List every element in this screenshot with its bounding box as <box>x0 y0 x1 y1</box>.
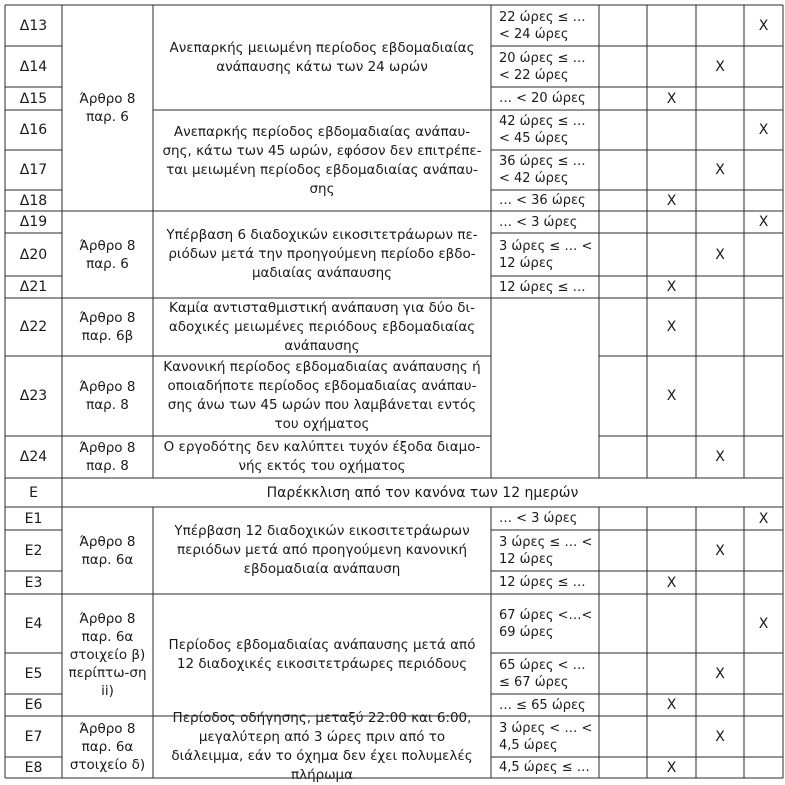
severity-mark-text: X <box>715 246 725 263</box>
severity-mark-text: X <box>715 58 725 75</box>
range-value-text: 36 ώρες ≤ … < 42 ώρες <box>499 154 586 186</box>
row-code-text: Δ13 <box>19 17 48 34</box>
range-value-text: 65 ώρες < … ≤ 67 ώρες <box>499 657 586 690</box>
range-value-text: … < 3 ώρες <box>499 511 578 526</box>
severity-mark-text: X <box>758 17 769 34</box>
range-value-text: 12 ώρες ≤ … <box>499 575 586 590</box>
severity-mark-text: X <box>666 279 677 295</box>
row-code-text: Ε6 <box>24 697 43 713</box>
range-value-text: … < 3 ώρες <box>499 214 578 230</box>
range-value-text: … ≤ 65 ώρες <box>499 697 586 713</box>
severity-mark-text: X <box>715 542 725 559</box>
range-value-text: 3 ώρες ≤ … < 12 ώρες <box>499 534 593 567</box>
row-code-text: Δ20 <box>19 246 48 263</box>
severity-mark-text: X <box>758 122 769 138</box>
row-code-text: Δ22 <box>19 319 48 335</box>
severity-mark-text: X <box>666 388 677 404</box>
range-value-text: … < 20 ώρες <box>499 91 586 106</box>
range-value-text: 42 ώρες ≤ … < 45 ώρες <box>499 114 586 146</box>
row-code-text: Δ24 <box>19 449 48 465</box>
range-value-text: 12 ώρες ≤ … <box>499 279 586 295</box>
severity-mark-text: X <box>758 510 769 527</box>
row-code-text: Δ15 <box>19 90 48 107</box>
row-code-text: Ε1 <box>24 510 43 527</box>
row-code-text: Δ23 <box>19 388 48 404</box>
row-code-text: Ε4 <box>24 615 43 632</box>
section-title-text: Παρέκκλιση από τον κανόνα των 12 ημερών <box>266 484 579 501</box>
range-value-text: 67 ώρες <…< 69 ώρες <box>499 607 593 640</box>
infringement-description-text: Περίοδος οδήγησης, μεταξύ 22:00 και 6:00, μεγαλύτερη από 3 ώρες πριν από το διάλειμμα, εάν το όχημα δεν έχει πολυμελές πλήρωμα <box>171 710 473 783</box>
infringement-description-text: Ο εργοδότης δεν καλύπτει τυχόν έξοδα διαμο-νής εκτός του οχήματος <box>163 439 481 474</box>
section-code-text: Ε <box>29 484 38 501</box>
row-code-text: Δ17 <box>19 162 48 178</box>
article-reference-text: Άρθρο 8 παρ. 8 <box>79 379 136 413</box>
severity-mark-text: X <box>758 615 769 632</box>
article-reference-text: Άρθρο 8 παρ. 6 <box>79 237 136 272</box>
row-code-text: Ε8 <box>24 759 43 776</box>
article-reference-text: Άρθρο 8 παρ. 6α <box>79 533 136 568</box>
article-reference-text: Άρθρο 8 παρ. 6 <box>79 91 136 125</box>
range-value-text: 22 ώρες ≤ … < 24 ώρες <box>499 9 586 42</box>
severity-mark-text: X <box>715 728 725 745</box>
severity-mark-text: X <box>666 759 677 776</box>
severity-mark-text: X <box>666 90 677 107</box>
row-code-text: Ε7 <box>24 728 43 745</box>
row-code-text: Δ21 <box>19 279 48 295</box>
row-code-text: Δ16 <box>19 122 48 138</box>
row-code-text: Ε3 <box>24 574 43 591</box>
infringement-description-text: Κανονική περίοδος εβδομαδιαίας ανάπαυσης ή οποιαδήποτε περίοδος εβδομαδιαίας ανάπαυ-σης άνω των 45 ωρών που λαμβάνεται εντός του οχήματος <box>163 359 481 432</box>
severity-mark-text: X <box>715 449 725 465</box>
article-reference-text: Άρθρο 8 παρ. 8 <box>79 440 136 474</box>
row-code-text: Ε2 <box>24 542 43 559</box>
range-value-text: 20 ώρες ≤ … < 22 ώρες <box>499 50 586 83</box>
article-reference-text: Άρθρο 8 παρ. 6α στοιχείο β) περίπτω-ση ii) <box>68 611 147 699</box>
row-code-text: Δ14 <box>19 58 48 75</box>
severity-mark-text: X <box>715 162 725 178</box>
severity-mark-text: X <box>666 697 677 713</box>
infringement-description-text: Περίοδος εβδομαδιαίας ανάπαυσης μετά από 12 διαδοχικές εικοσιτετράωρες περιόδους <box>168 637 476 672</box>
article-reference-text: Άρθρο 8 παρ. 6β <box>79 310 136 344</box>
infringement-description-text: Υπέρβαση 6 διαδοχικών εικοσιτετράωρων πε-ριόδων μετά την προηγούμενη περίοδο εβδο-μαδιαίας ανάπαυσης <box>166 227 478 281</box>
range-value-text: … < 36 ώρες <box>499 193 586 208</box>
severity-mark-text: X <box>666 574 677 591</box>
severity-mark-text: X <box>758 214 769 230</box>
severity-mark-text: X <box>666 192 677 209</box>
range-value-text: 3 ώρες ≤ … < 12 ώρες <box>499 238 593 271</box>
article-reference-text: Άρθρο 8 παρ. 6α στοιχείο δ) <box>69 721 146 773</box>
infringement-description-text: Καμία αντισταθμιστική ανάπαυση για δύο δι-αδοχικές μειωμένες περιόδους εβδομαδιαίας ανάπαυσης <box>168 299 476 354</box>
row-code-text: Δ19 <box>19 214 48 230</box>
row-code-text: Δ18 <box>19 192 48 209</box>
range-value-text: 3 ώρες < … < 4,5 ώρες <box>499 720 593 753</box>
range-value-text: 4,5 ώρες ≤ … <box>499 760 590 775</box>
infringement-description-text: Ανεπαρκής μειωμένη περίοδος εβδομαδιαίας ανάπαυσης κάτω των 24 ωρών <box>169 39 475 75</box>
severity-mark-text: X <box>666 319 677 335</box>
infringement-description-text: Υπέρβαση 12 διαδοχικών εικοσιτετράωρων περιόδων μετά από προηγούμενη κανονική εβδομαδιαία ανάπαυση <box>174 523 470 577</box>
infringement-description-text: Ανεπαρκής περίοδος εβδομαδιαίας ανάπαυ-σης, κάτω των 45 ωρών, εφόσον δεν επιτρέπε-ται μειωμένη περίοδος εβδομαδιαίας ανάπαυ-σης <box>162 123 482 197</box>
severity-mark-text: X <box>715 665 725 682</box>
row-code-text: Ε5 <box>24 665 43 682</box>
